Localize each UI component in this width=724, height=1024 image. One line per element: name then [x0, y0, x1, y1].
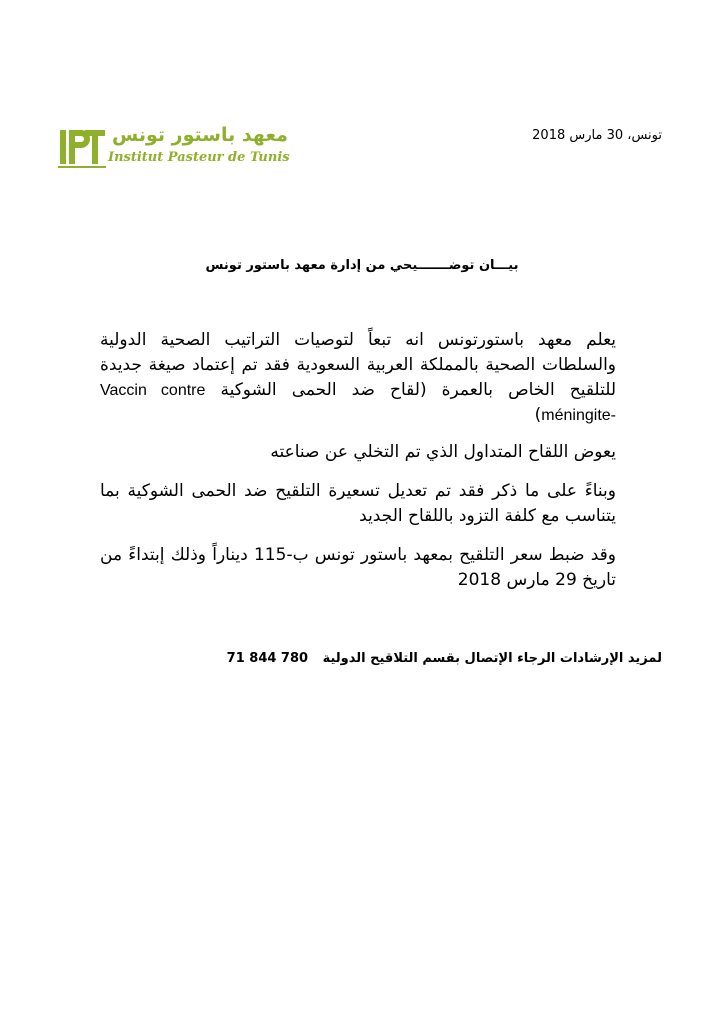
institut-pasteur-logo [58, 122, 290, 174]
para1-latin-text: Vaccin contre méningite- [100, 382, 616, 424]
document-date: تونس، 30 مارس 2018 [532, 128, 662, 143]
ipt-logo-mark-icon [58, 122, 106, 172]
document-title: بيـــان توضـــــــيحي من إدارة معهد باستور تونس [205, 258, 519, 273]
body-paragraph-2: يعوض اللقاح المتداول الذي تم التخلي عن صناعته [270, 442, 616, 462]
contact-phone: 71 844 780 [226, 651, 309, 666]
body-paragraph-3: وبناءً على ما ذكر فقد تم تعديل تسعيرة التلقيح ضد الحمى الشوكية بما يتناسب مع كلفة التزود باللقاح الجديد [100, 481, 616, 526]
document-body [100, 328, 616, 607]
body-paragraph-1 [100, 328, 616, 428]
logo-arabic-name: معهد باستور تونس [112, 124, 288, 146]
logo-latin-name: Institut Pasteur de Tunis [108, 150, 290, 165]
body-paragraph-4: وقد ضبط سعر التلقيح بمعهد باستور تونس ب-115 ديناراً وذلك إبتداءً من تاريخ 29 مارس 2018 [100, 545, 616, 590]
para1-text: يعلم معهد باستورتونس انه تبعاً لتوصيات التراتيب الصحية الدولية والسلطات الصحية بالمملكة العربية السعودية فقد تم إعتماد صيغة جديدة للتلقيح الخاص بالعمرة (لقاح ضد الحمى الشوكية [100, 330, 617, 400]
contact-text: لمزيد الإرشادات الرجاء الإتصال بقسم التلاقيح الدولية [322, 651, 662, 666]
para1-closing-paren: ) [534, 405, 542, 425]
contact-line [227, 651, 662, 666]
